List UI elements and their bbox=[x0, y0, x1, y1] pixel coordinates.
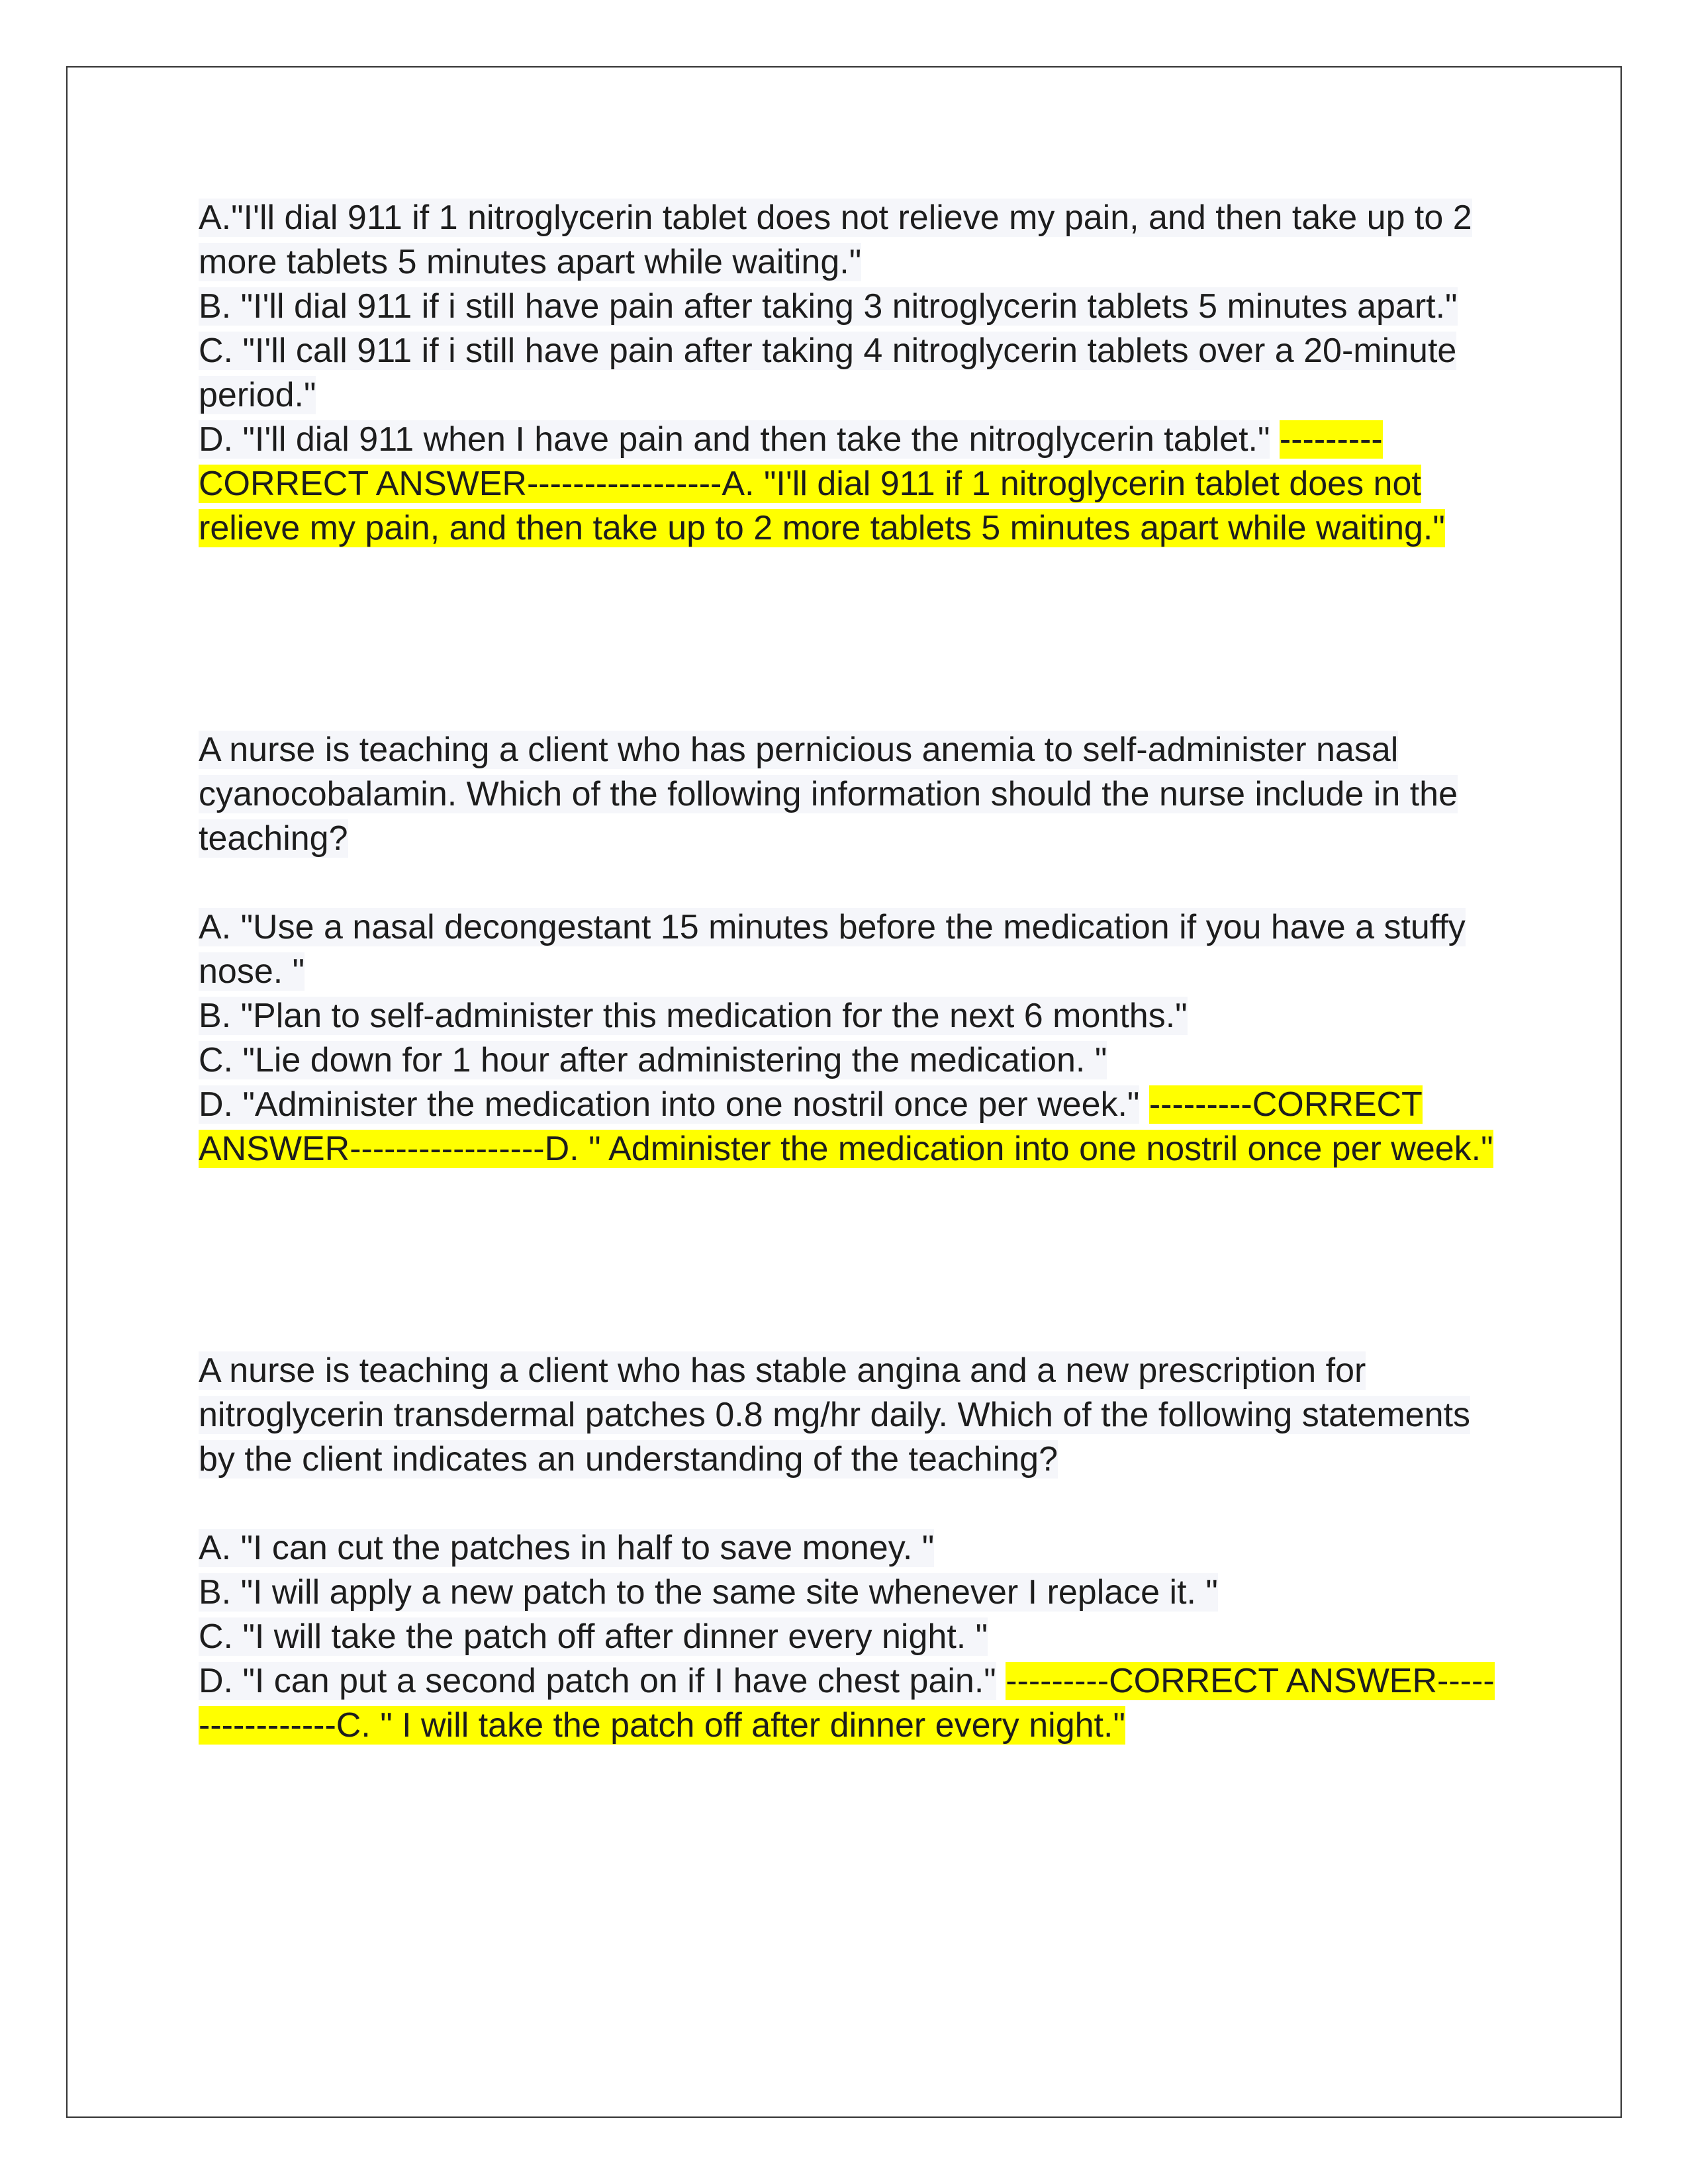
option-b: B. "I will apply a new patch to the same site whenever I replace it. " bbox=[199, 1573, 1218, 1612]
correct-answer-highlight: ---------CORRECT ANSWER-----------------A. "I'll dial 911 if 1 nitroglycerin tablet does not relieve my pain, and then take up to 2 more tablets 5 minutes apart while waiting." bbox=[199, 420, 1445, 547]
option-b: B. "Plan to self-administer this medication for the next 6 months." bbox=[199, 997, 1188, 1035]
question-1-options bbox=[199, 196, 1496, 551]
option-d: D. "I can put a second patch on if I have chest pain." bbox=[199, 1662, 996, 1700]
option-a: A."I'll dial 911 if 1 nitroglycerin tablet does not relieve my pain, and then take up to 2 more tablets 5 minutes apart while waiting." bbox=[199, 199, 1472, 281]
option-c: C. "Lie down for 1 hour after administering the medication. " bbox=[199, 1041, 1107, 1079]
option-c: C. "I'll call 911 if i still have pain after taking 4 nitroglycerin tablets over a 20-minute period." bbox=[199, 332, 1457, 414]
option-d: D. "I'll dial 911 when I have pain and then take the nitroglycerin tablet." bbox=[199, 420, 1270, 459]
option-a: A. "Use a nasal decongestant 15 minutes before the medication if you have a stuffy nose. " bbox=[199, 908, 1466, 991]
document-body bbox=[199, 196, 1496, 1748]
correct-answer-highlight: ---------CORRECT ANSWER-----------------C. " I will take the patch off after dinner every night." bbox=[199, 1662, 1495, 1745]
option-c: C. "I will take the patch off after dinner every night. " bbox=[199, 1617, 988, 1656]
question-stem: A nurse is teaching a client who has pernicious anemia to self-administer nasal cyanocobalamin. Which of the following information should the nurse include in the teaching? bbox=[199, 731, 1458, 858]
question-stem: A nurse is teaching a client who has stable angina and a new prescription for nitroglycerin transdermal patches 0.8 mg/hr daily. Which of the following statements by the client indicates an understanding of the teaching? bbox=[199, 1351, 1471, 1479]
correct-answer-highlight: ---------CORRECT ANSWER-----------------D. " Administer the medication into one nostril once per week." bbox=[199, 1085, 1493, 1168]
question-3 bbox=[199, 1349, 1496, 1748]
question-2 bbox=[199, 728, 1496, 1171]
option-d: D. "Administer the medication into one nostril once per week." bbox=[199, 1085, 1140, 1124]
option-a: A. "I can cut the patches in half to save money. " bbox=[199, 1529, 935, 1567]
option-b: B. "I'll dial 911 if i still have pain after taking 3 nitroglycerin tablets 5 minutes apart." bbox=[199, 287, 1458, 326]
